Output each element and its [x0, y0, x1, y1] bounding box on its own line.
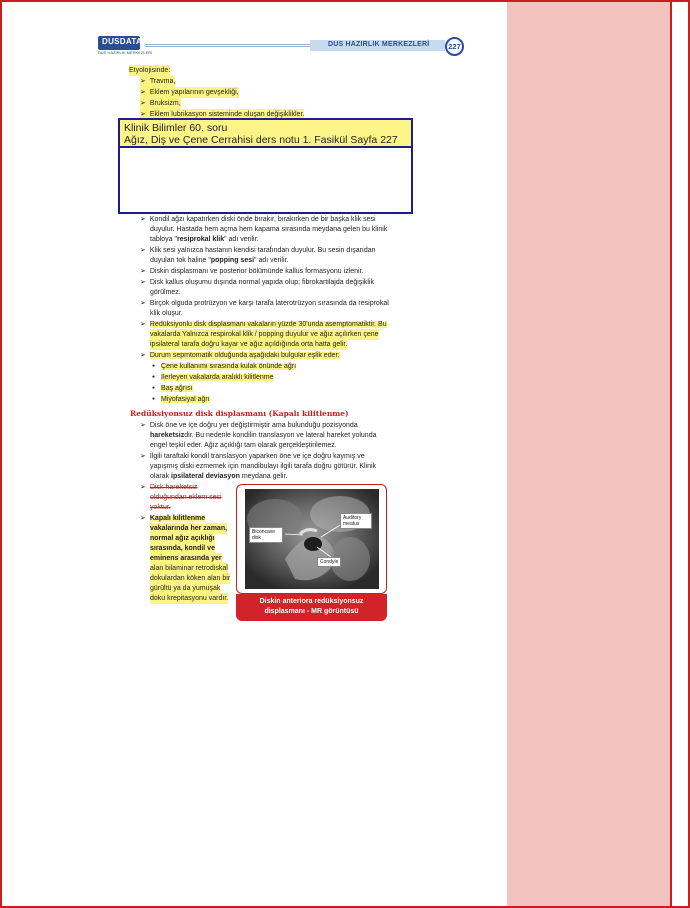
reducing-bullet-7: ➢ Disk kallus oluşumu dışında normal yapıda olup; fibrokartilajda değişiklik: [140, 277, 374, 288]
reducing-bullet-6: ➢ Diskin displasmanı ve posterior bölümünde kallus formasyonu izlenir.: [140, 266, 363, 277]
etiology-item: ➢ Travma,: [140, 76, 175, 87]
label-condyle: Condyle: [317, 557, 341, 567]
kapali-line: dokulardan köken alan bir: [150, 575, 231, 582]
struck-bullet: ➢ Disk hareketsiz: [140, 482, 197, 493]
reducing-bullet-5-line2: duyulan tok haline "popping sesi" adı verilir.: [150, 257, 289, 264]
logo-brand: DUSDATA: [102, 37, 143, 46]
figure-caption: [236, 594, 387, 621]
caption-line-1: Diskin anteriora redüksiyonsuz: [259, 598, 364, 605]
kapali-line: gürültü ya da yumuşak: [150, 585, 221, 592]
reducing-bullet-9: ➢ Redüksiyonlu disk displasmanı vakaların yüzde 30'unda asemptomatiktir. Bu: [140, 319, 387, 330]
label-biconcave-disk: Biconcave disk: [249, 527, 283, 543]
kapali-line: doku krepitasyonu vardır.: [150, 595, 229, 602]
reducing-bullet-5: ➢ Klik sesi yalnızca hastanın kendisi tarafından duyulur. Bu sesin dışarıdan: [140, 245, 376, 256]
kapali-line: sırasında, kondil ve: [150, 545, 215, 552]
nonreducing-bullet-1-line3: engel teşkil eder. Ağız açıklığı tam olarak gerçekleştirilemez.: [150, 442, 337, 449]
logo-subtitle: DUS HAZIRLIK MERKEZLERİ: [98, 50, 153, 55]
caption-line-2: displasmanı - MR görüntüsü: [264, 608, 359, 615]
header-rule: [145, 44, 310, 47]
nonreducing-heading: Redüksiyonsuz disk displasmanı (Kapalı kilitlenme): [130, 409, 349, 418]
right-margin-panel: [507, 2, 670, 906]
mri-image: [245, 489, 379, 589]
kapali-line: vakalarında her zaman,: [150, 525, 228, 532]
annotation-header: [120, 120, 411, 148]
reducing-bullet-4-line2: duyulur. Hastada hem açma hem kapama sırasında meydana gelen bu klinik: [150, 226, 388, 233]
symptom-item: ● Çene kullanımı sırasında kulak önünde ağrı: [152, 361, 296, 372]
etiology-heading: Etyolojisinde:: [129, 67, 171, 74]
kapali-bullet: ➢ Kapalı kilitlenme: [140, 513, 205, 524]
right-border-strip: [670, 2, 672, 906]
dusdata-logo: [98, 36, 153, 58]
page-number: 227: [445, 37, 464, 56]
reducing-bullet-9-line3: ipsilateral tarafa doğru kayar ve ağız açıldığında orta hatta gelir.: [150, 341, 348, 348]
nonreducing-bullet-1: ➢ Disk öne ve içe doğru yer değiştirmiştir ama bulunduğu pozisyonda: [140, 420, 358, 431]
reducing-bullet-4-line3: tabloya "resiprokal klik" adı verilir.: [150, 236, 259, 243]
kapali-line: eminens arasında yer: [150, 555, 222, 562]
kapali-line: alan bilaminar retrodiskal: [150, 565, 228, 572]
reducing-bullet-4: ➢ Kondil ağzı kapatırken diski önde bırakır, bırakırken de bir başka klik sesi: [140, 214, 376, 225]
symptom-item: ● İlerleyen vakalarda aralıklı kilitlenme: [152, 372, 273, 383]
etiology-item: ➢ Bruksizm,: [140, 98, 181, 109]
reducing-bullet-8: ➢ Birçok olguda protrüzyon ve karşı tarafa laterotrüzyon sırasında da resiprokal: [140, 298, 389, 309]
reducing-bullet-8-line2: klik oluşur.: [150, 310, 183, 317]
annotation-line-1: Klinik Bilimler 60. soru: [124, 122, 228, 134]
annotation-overlay: [118, 118, 413, 214]
struck-bullet-line3: yoktur.: [150, 504, 171, 511]
nonreducing-bullet-2-line3: olarak ipsilateral deviasyon meydana gelir.: [150, 473, 288, 480]
reducing-bullet-7-line2: görülmez.: [150, 289, 181, 296]
reducing-bullet-10: ➢ Durum sepmtomatik olduğunda aşağıdaki bulgular eşlik eder:: [140, 350, 340, 361]
nonreducing-bullet-2-line2: yapışmış diski ezmemek için mandibulayı ilgili tarafa doğru götürür. Klinik: [150, 463, 377, 470]
symptom-item: ● Baş ağrısı: [152, 383, 193, 394]
header-title: DUS HAZIRLIK MERKEZLERİ: [328, 41, 430, 48]
label-auditory-meatus: Auditory meatus: [340, 513, 372, 529]
etiology-item: ➢ Eklem lubrikasyon sisteminde oluşan değişiklikler.: [140, 109, 304, 120]
struck-bullet-line2: olduğundan eklem sesi: [150, 494, 222, 501]
annotation-line-2: Ağız, Diş ve Çene Cerrahisi ders notu 1. Fasikül Sayfa 227: [124, 134, 398, 146]
etiology-item: ➢ Eklem yapılarının gevşekliği,: [140, 87, 239, 98]
symptom-item: ● Miyofasiyal ağrı: [152, 394, 210, 405]
nonreducing-bullet-1-line2: hareketsizdir. Bu nedenle kondilin translasyon ve lateral hareket yolunda: [150, 432, 377, 439]
mri-figure-frame: [236, 484, 387, 594]
kapali-line: normal ağız açıklığı: [150, 535, 215, 542]
reducing-bullet-9-line2: vakalarda Yalnızca respirokal klik / popping duyulur ve ağız açılırken çene: [150, 331, 379, 338]
nonreducing-bullet-2: ➢ İlgili taraftaki kondil translasyon yaparken öne ve içe doğru kaymış ve: [140, 451, 365, 462]
